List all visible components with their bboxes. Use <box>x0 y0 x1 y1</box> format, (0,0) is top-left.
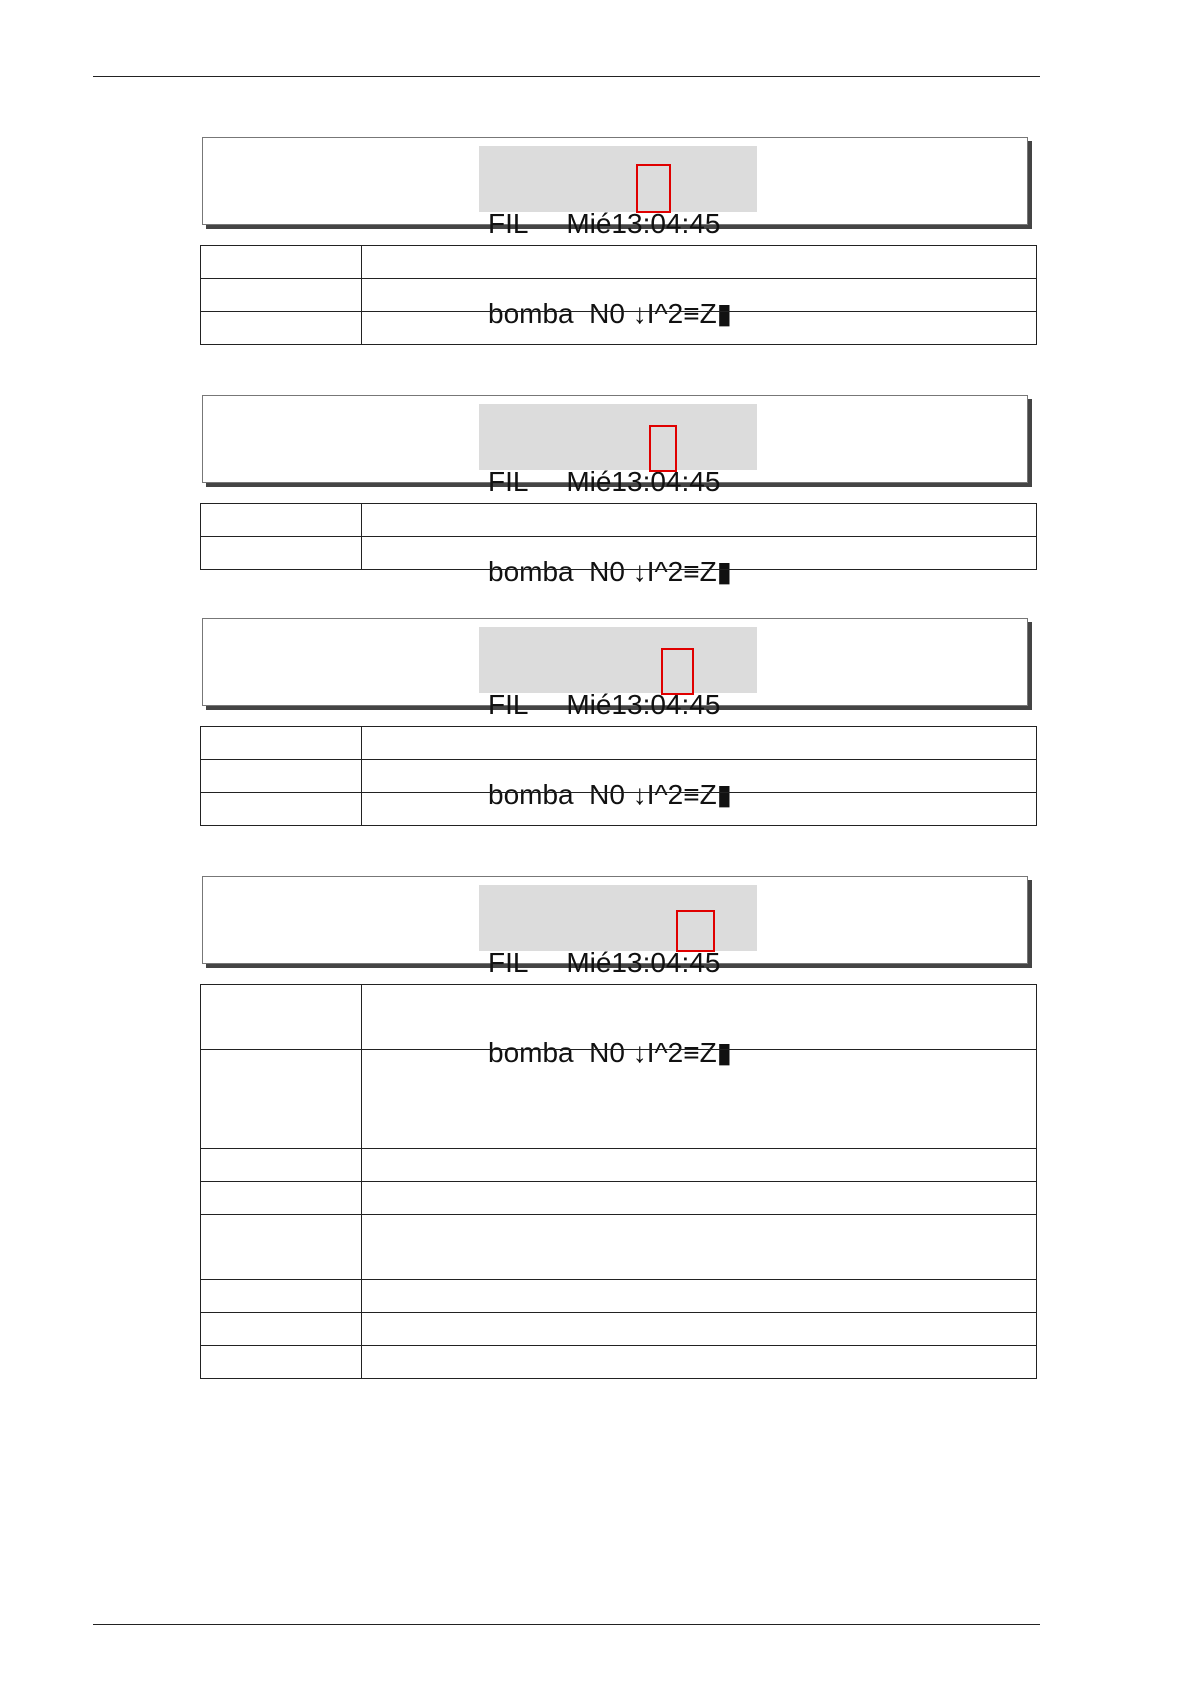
table-row <box>201 1149 1037 1182</box>
lcd-screen-3 <box>479 627 757 810</box>
lcd-line-2: bomba N0 ↓I^2≡Z▮ <box>488 556 733 587</box>
lcd-line-2: bomba N0 ↓I^2≡Z▮ <box>488 779 733 810</box>
table-row <box>201 1346 1037 1379</box>
highlight-box-i <box>649 425 677 472</box>
table-row <box>201 1215 1037 1280</box>
lcd-line-2: bomba N0 ↓I^2≡Z▮ <box>488 1037 733 1068</box>
lcd-screen-4 <box>479 885 757 1068</box>
table-row <box>201 312 1037 345</box>
footer-rule <box>93 1624 1040 1625</box>
lcd-line-2: bomba N0 ↓I^2≡Z▮ <box>488 298 733 329</box>
lcd-screen-1 <box>479 146 757 329</box>
description-table-1 <box>200 245 1037 345</box>
lcd-line-1: FIL Mié13:04:45 <box>488 689 721 720</box>
highlight-box-caret <box>661 648 694 695</box>
table-row <box>201 279 1037 312</box>
table-row <box>201 985 1037 1050</box>
table-row <box>201 246 1037 279</box>
highlight-box-arrow <box>636 164 671 213</box>
header-rule <box>93 76 1040 77</box>
lcd-line-1: FIL Mié13:04:45 <box>488 947 721 978</box>
table-row <box>201 1182 1037 1215</box>
table-row <box>201 727 1037 760</box>
table-row <box>201 793 1037 826</box>
lcd-line-1: FIL Mié13:04:45 <box>488 466 721 497</box>
display-panel-3 <box>202 618 1028 810</box>
description-table-3 <box>200 726 1037 826</box>
description-table-4 <box>200 984 1037 1379</box>
highlight-box-two <box>676 910 715 952</box>
lcd-screen-2 <box>479 404 757 587</box>
description-table-2 <box>200 503 1037 570</box>
table-row <box>201 1050 1037 1149</box>
table-row <box>201 1280 1037 1313</box>
lcd-line-1: FIL Mié13:04:45 <box>488 208 721 239</box>
table-row <box>201 504 1037 537</box>
table-row <box>201 760 1037 793</box>
display-panel-2 <box>202 395 1028 587</box>
display-panel-1 <box>202 137 1028 329</box>
display-panel-4 <box>202 876 1028 1068</box>
table-row <box>201 1313 1037 1346</box>
table-row <box>201 537 1037 570</box>
